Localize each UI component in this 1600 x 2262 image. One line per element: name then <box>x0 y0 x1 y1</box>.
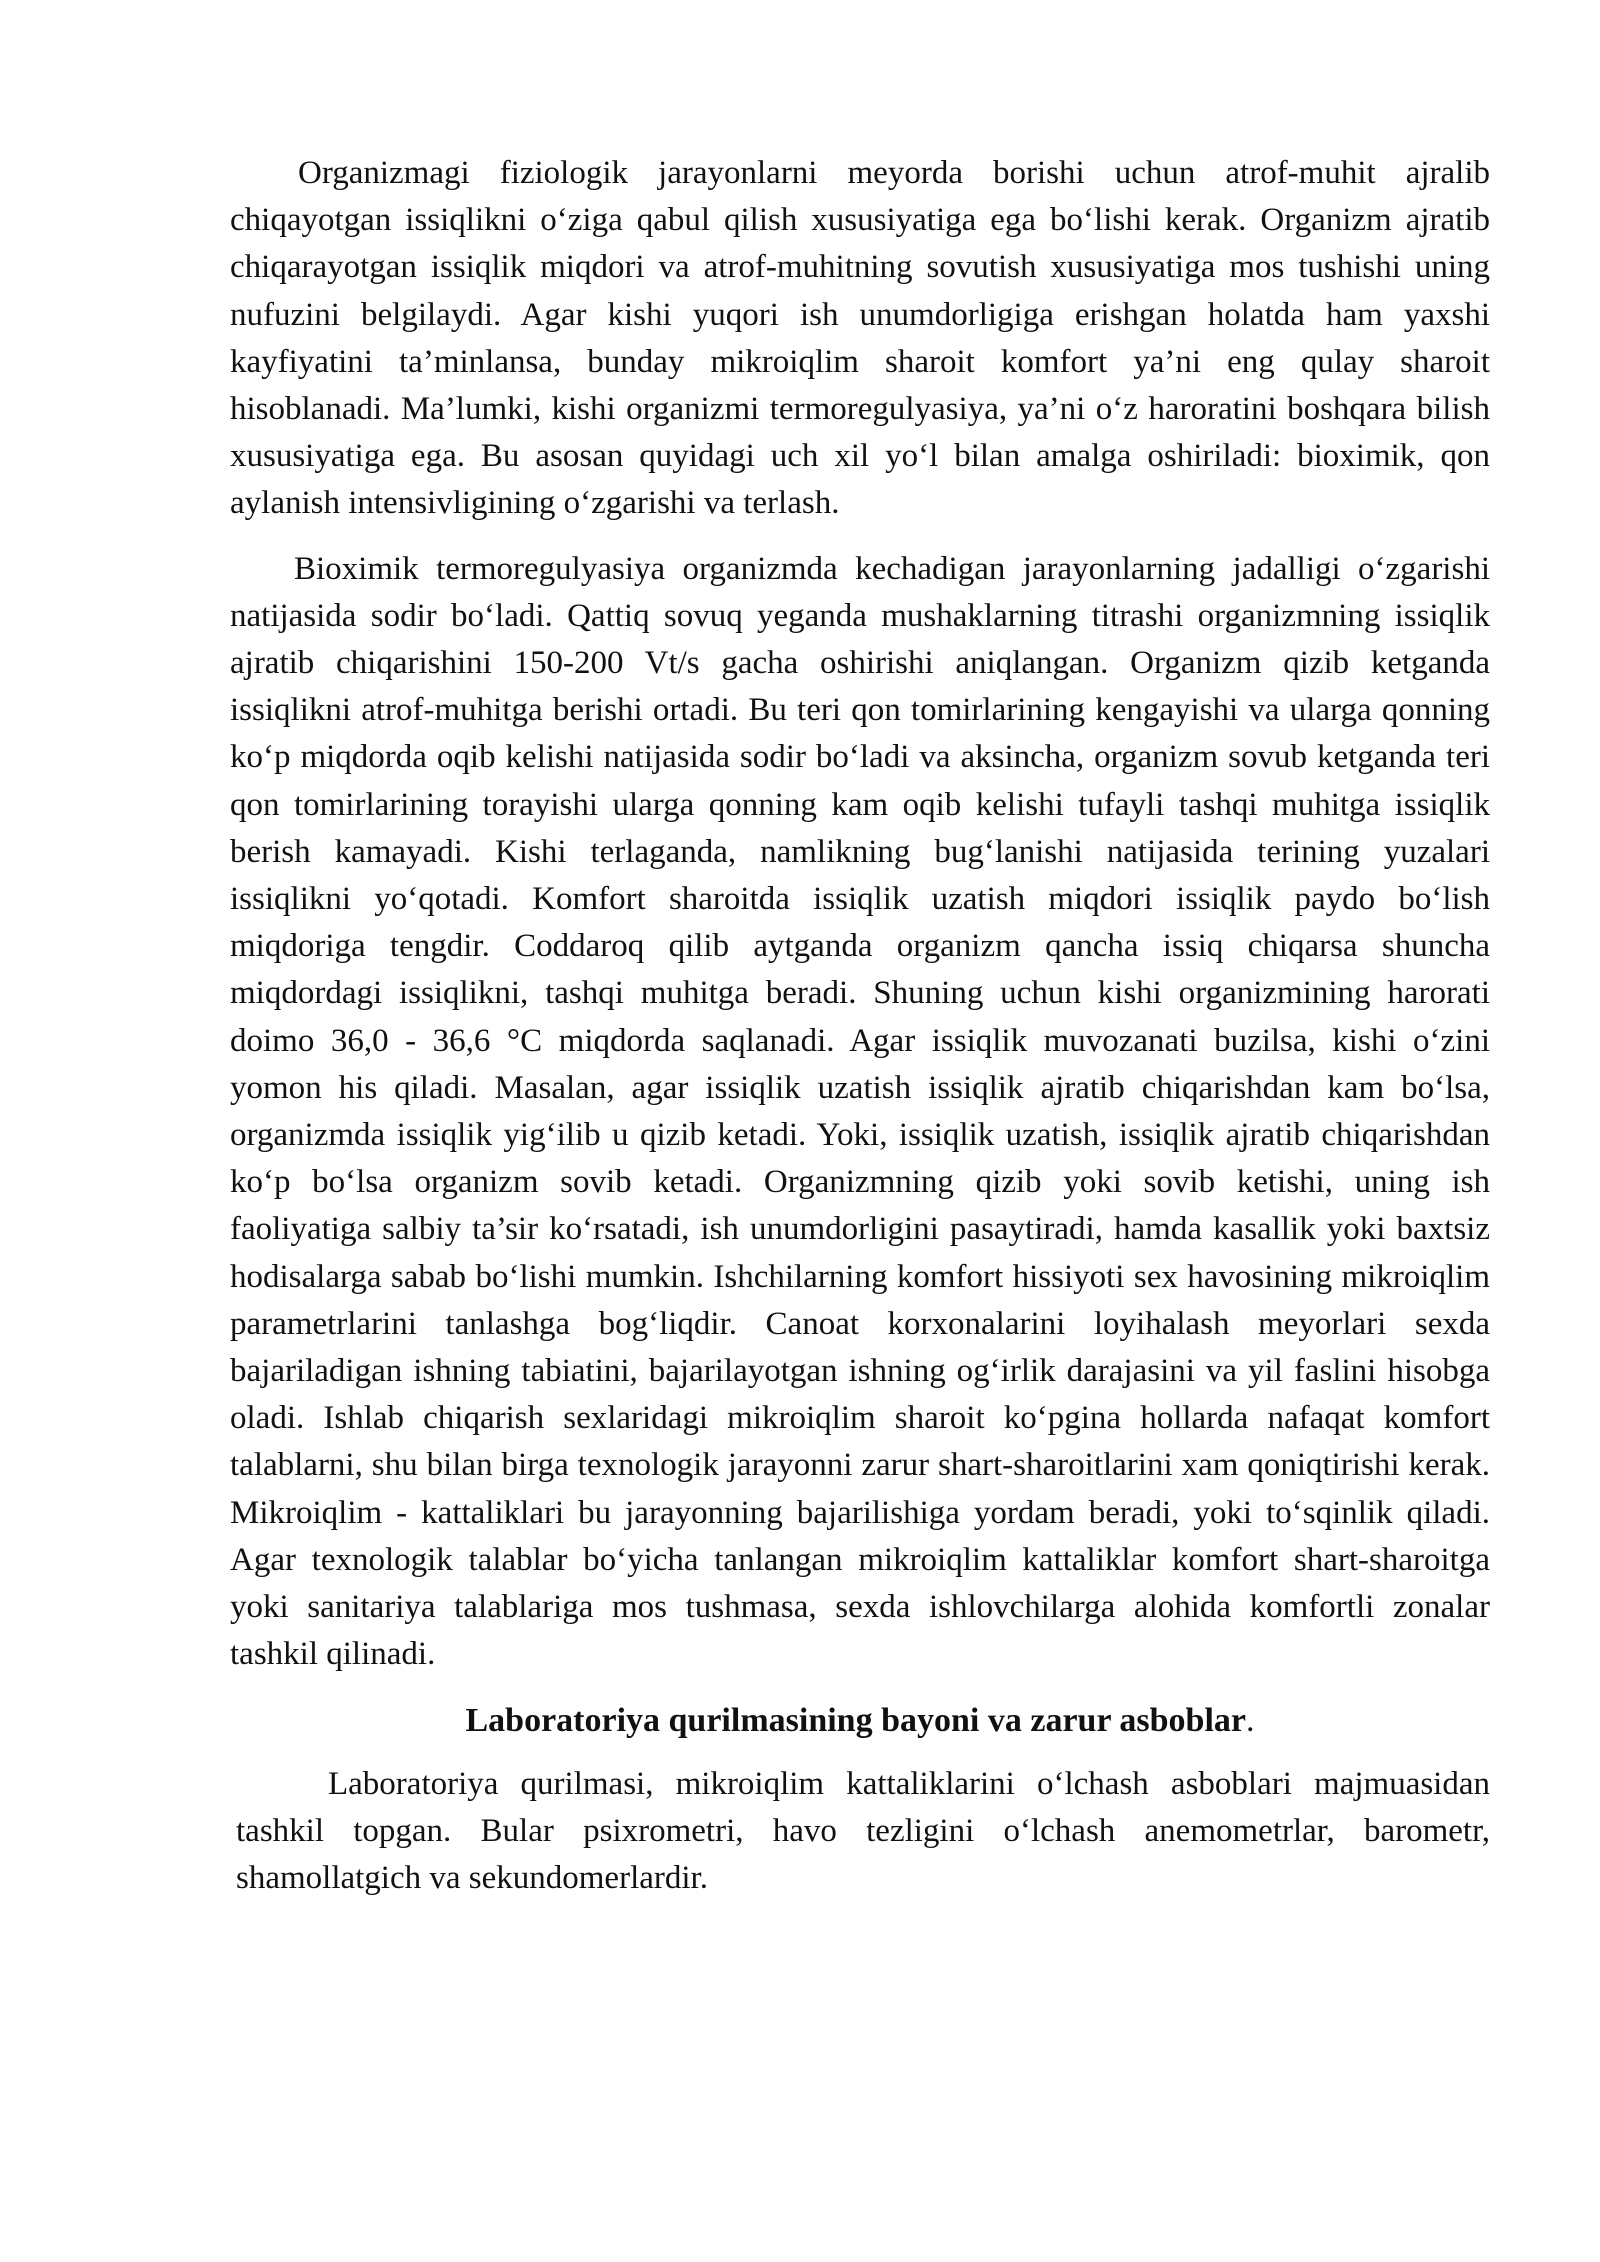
section-heading-period: . <box>1246 1701 1255 1739</box>
document-page <box>230 150 1490 1902</box>
body-paragraph-3: Laboratoriya qurilmasi, mikroiqlim kattaliklarini o‘lchash asboblari majmuasidan tashkil topgan. Bular psixrometri, havo tezligini o‘lchash anemometrlar, barometr, shamollatgich va sekundomerlardir. <box>236 1765 1490 1896</box>
section-heading <box>230 1697 1490 1745</box>
body-paragraph-1: Organizmagi fiziologik jarayonlarni meyorda borishi uchun atrof-muhit ajralib chiqayotgan issiqlikni o‘ziga qabul qilish xususiyatiga ega bo‘lishi kerak. Organizm ajratib chiqarayotgan issiqlik miqdori va atrof-muhitning sovutish xususiyatiga mos tushishi uning nufuzini belgilaydi. Agar kishi yuqori ish unumdorligiga erishgan holatda ham yaxshi kayfiyatini ta’minlansa, bunday mikroiqlim sharoit komfort ya’ni eng qulay sharoit hisoblanadi. Ma’lumki, kishi organizmi termoregulyasiya, ya’ni o‘z haroratini boshqara bilish xususiyatiga ega. Bu asosan quyidagi uch xil yo‘l bilan amalga oshiriladi: bioximik, qon aylanish intensivligining o‘zgarishi va terlash. <box>230 155 1490 522</box>
body-paragraph-2: Bioximik termoregulyasiya organizmda kechadigan jarayonlarning jadalligi o‘zgarishi natijasida sodir bo‘ladi. Qattiq sovuq yeganda mushaklarning titrashi organizmning issiqlik ajratib chiqarishini 150-200 Vt/s gacha oshirishi aniqlangan. Organizm qizib ketganda issiqlikni atrof-muhitga berishi ortadi. Bu teri qon tomirlarining kengayishi va ularga qonning ko‘p miqdorda oqib kelishi natijasida sodir bo‘ladi va aksincha, organizm sovub ketganda teri qon tomirlarining torayishi ularga qonning kam oqib kelishi tufayli tashqi muhitga issiqlik berish kamayadi. Kishi terlaganda, namlikning bug‘lanishi natijasida terining yuzalari issiqlikni yo‘qotadi. Komfort sharoitda issiqlik uzatish miqdori issiqlik paydo bo‘lish miqdoriga tengdir. Coddaroq qilib aytganda organizm qancha issiq chiqarsa shuncha miqdordagi issiqlikni, tashqi muhitga beradi. Shuning uchun kishi organizmining harorati doimo 36,0 - 36,6 °C miqdorda saqlanadi. Agar issiqlik muvozanati buzilsa, kishi o‘zini yomon his qiladi. Masalan, agar issiqlik uzatish issiqlik ajratib chiqarishdan kam bo‘lsa, organizmda issiqlik yig‘ilib u qizib ketadi. Yoki, issiqlik uzatish, issiqlik ajratib chiqarishdan ko‘p bo‘lsa organizm sovib ketadi. Organizmning qizib yoki sovib ketishi, uning ish faoliyatiga salbiy ta’sir ko‘rsatadi, ish unumdorligini pasaytiradi, hamda kasallik yoki baxtsiz hodisalarga sabab bo‘lishi mumkin. Ishchilarning komfort hissiyoti sex havosining mikroiqlim parametrlarini tanlashga bog‘liqdir. Canoat korxonalarini loyihalash meyorlari sexda bajariladigan ishning tabiatini, bajarilayotgan ishning og‘irlik darajasini va yil faslini hisobga oladi. Ishlab chiqarish sexlaridagi mikroiqlim sharoit ko‘pgina hollarda nafaqat komfort talablarni, shu bilan birga texnologik jarayonni zarur shart-sharoitlarini xam qoniqtirishi kerak. Mikroiqlim - kattaliklari bu jarayonning bajarilishiga yordam beradi, yoki to‘sqinlik qiladi. Agar texnologik talablar bo‘yicha tanlangan mikroiqlim kattaliklar komfort shart-sharoitga yoki sanitariya talablariga mos tushmasa, sexda ishlovchilarga alohida komfortli zonalar tashkil qilinadi. <box>230 550 1490 1673</box>
section-heading-text: Laboratoriya qurilmasining bayoni va zarur asboblar <box>465 1701 1247 1739</box>
